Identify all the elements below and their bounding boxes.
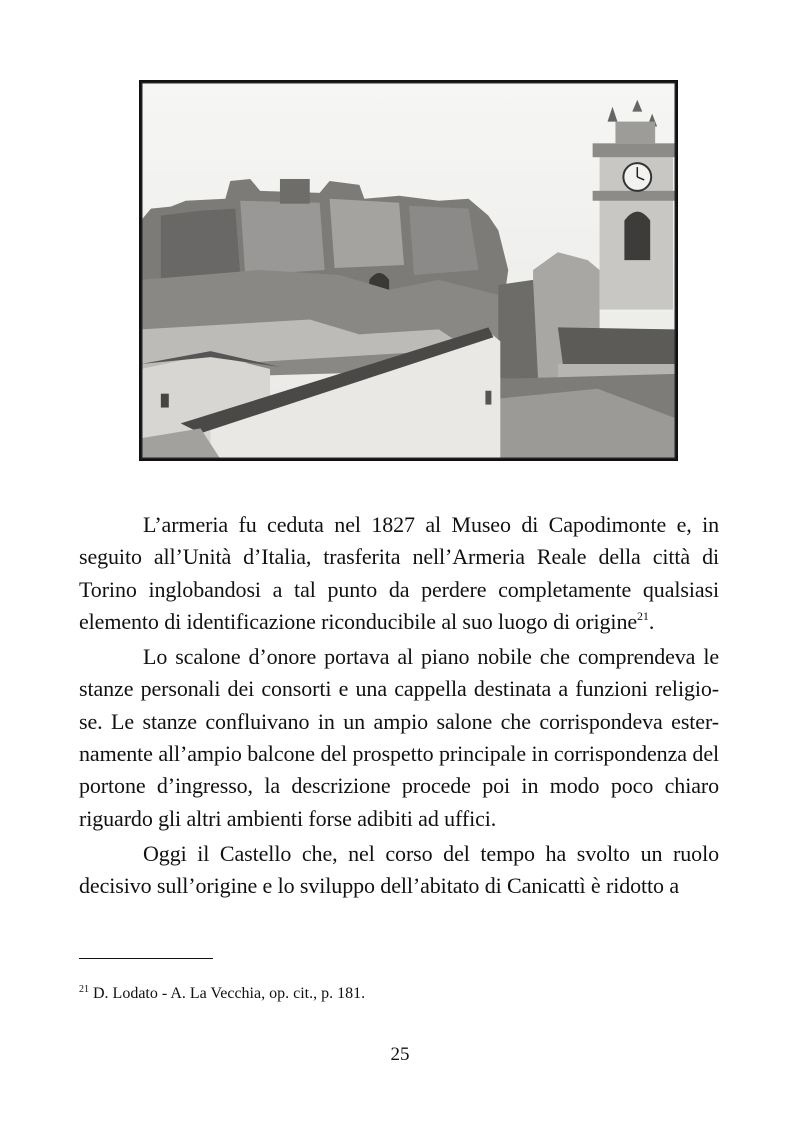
page-number: 25 [390, 1044, 410, 1065]
photo-icon [141, 82, 676, 459]
paragraph-1-text: L’armeria fu ceduta nel 1827 al Museo di Capodimonte e, in seguito all’Unità d’Italia, trasferita nell’Armeria Reale della città di Torino inglobandosi a tal punto da perdere completamente qualsiasi elemento di identificazione riconducibile al suo luogo di origine [79, 512, 719, 634]
paragraph-3: Oggi il Castello che, nel corso del tempo ha svolto un ruolo decisivo sull’origine e lo sviluppo dell’abitato di Canicattì è ridotto a [79, 840, 719, 899]
footnote-divider [79, 958, 213, 959]
paragraph-1 [79, 509, 719, 638]
paragraph-1-end: . [648, 608, 655, 634]
paragraph-2: Lo scalone d’onore portava al piano nobile che comprendeva le stanze personali dei consorti e una cappella destinata a funzioni religio-se. Le stanze confluivano in un ampio salone che corrispondeva ester-namente all’ampio balcone del prospetto principale in corrispondenza del portone d’ingresso, la descrizione procede poi in modo poco chiaro riguardo gli altri ambienti forse adibiti ad uffici. [79, 644, 719, 831]
footnote-text: D. Lodato - A. La Vecchia, op. cit., p. 181. [93, 985, 366, 1002]
body-text [79, 509, 719, 903]
castle-photograph [139, 80, 678, 461]
footnote-ref[interactable]: 21 [637, 608, 649, 623]
footnote [79, 984, 365, 1004]
footnote-number: 21 [79, 984, 89, 995]
